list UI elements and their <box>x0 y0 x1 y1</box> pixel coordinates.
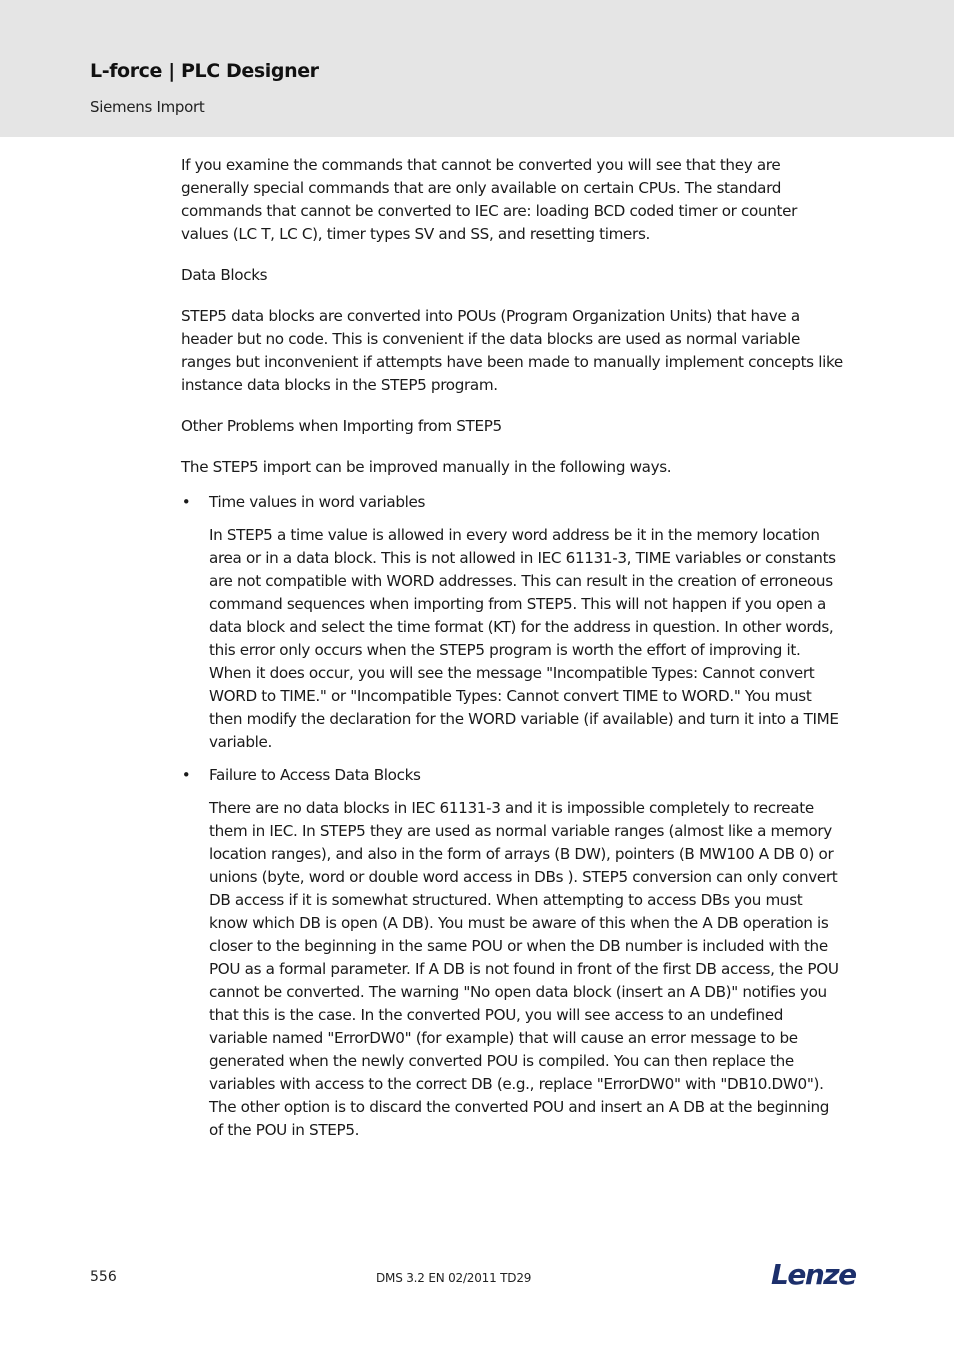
lenze-logo: Lenze <box>771 1258 856 1291</box>
bullet-icon: • <box>181 493 191 511</box>
bullet-description-time-values: In STEP5 a time value is allowed in every word address be it in the memory location area or in a data block. This is not allowed in IEC 61131-3, TIME variables or constants are not compatible with WORD addresses. This can result in the creation of erroneous command sequences when importing from STEP5. This will not happen if you open a data block and select the time format (KT) for the address in question. In other words, this error only occurs when the STEP5 program is worth the effort of improving it. When it does occur, you will see the message "Incompatible Types: Cannot convert WORD to TIME." or "Incompatible Types: Cannot convert TIME to WORD." You must then modify the declaration for the WORD variable (if available) and turn it into a TIME variable. <box>209 526 839 751</box>
page-content <box>181 154 845 1152</box>
document-title: L-force | PLC Designer <box>90 60 319 82</box>
bullet-icon: • <box>181 766 191 784</box>
heading-data-blocks: Data Blocks <box>181 266 268 284</box>
section-subtitle: Siemens Import <box>90 98 205 116</box>
paragraph-data-blocks: STEP5 data blocks are converted into POUs (Program Organization Units) that have a header but no code. This is convenient if the data blocks are used as normal variable ranges but inconvenient if attempts have been made to manually implement concepts like instance data blocks in the STEP5 program. <box>181 307 843 394</box>
bullet-title: Failure to Access Data Blocks <box>209 766 421 784</box>
page-header <box>0 0 954 137</box>
paragraph-improvements: The STEP5 import can be improved manually in the following ways. <box>181 458 672 476</box>
bullet-item-time-values <box>181 491 845 514</box>
bullet-description-data-block-access: There are no data blocks in IEC 61131-3 and it is impossible completely to recreate them in IEC. In STEP5 they are used as normal variable ranges (almost like a memory location ranges), and also in the form of arrays (B DW), pointers (B MW100 A DB 0) or unions (byte, word or double word access in DBs ). STEP5 conversion can only convert DB access if it is somewhat structured. When attempting to access DBs you must know which DB is open (A DB). You must be aware of this when the A DB operation is closer to the beginning in the same POU or when the DB number is included with the POU as a formal parameter. If A DB is not found in front of the first DB access, the POU cannot be converted. The warning "No open data block (insert an A DB)" notifies you that this is the case. In the converted POU, you will see access to an undefined variable named "ErrorDW0" (for example) that will cause an error message to be generated when the newly converted POU is compiled. You can then replace the variables with access to the correct DB (e.g., replace "ErrorDW0" with "DB10.DW0"). The other option is to discard the converted POU and insert an A DB at the beginning of the POU in STEP5. <box>209 799 839 1139</box>
heading-other-problems: Other Problems when Importing from STEP5 <box>181 417 502 435</box>
bullet-item-data-block-access <box>181 764 845 787</box>
page-number: 556 <box>90 1269 117 1285</box>
bullet-title: Time values in word variables <box>209 493 426 511</box>
paragraph-intro: If you examine the commands that cannot be converted you will see that they are generally special commands that are only available on certain CPUs. The standard commands that cannot be converted to IEC are: loading BCD coded timer or counter values (LC T, LC C), timer types SV and SS, and resetting timers. <box>181 156 798 243</box>
document-id: DMS 3.2 EN 02/2011 TD29 <box>376 1271 532 1285</box>
